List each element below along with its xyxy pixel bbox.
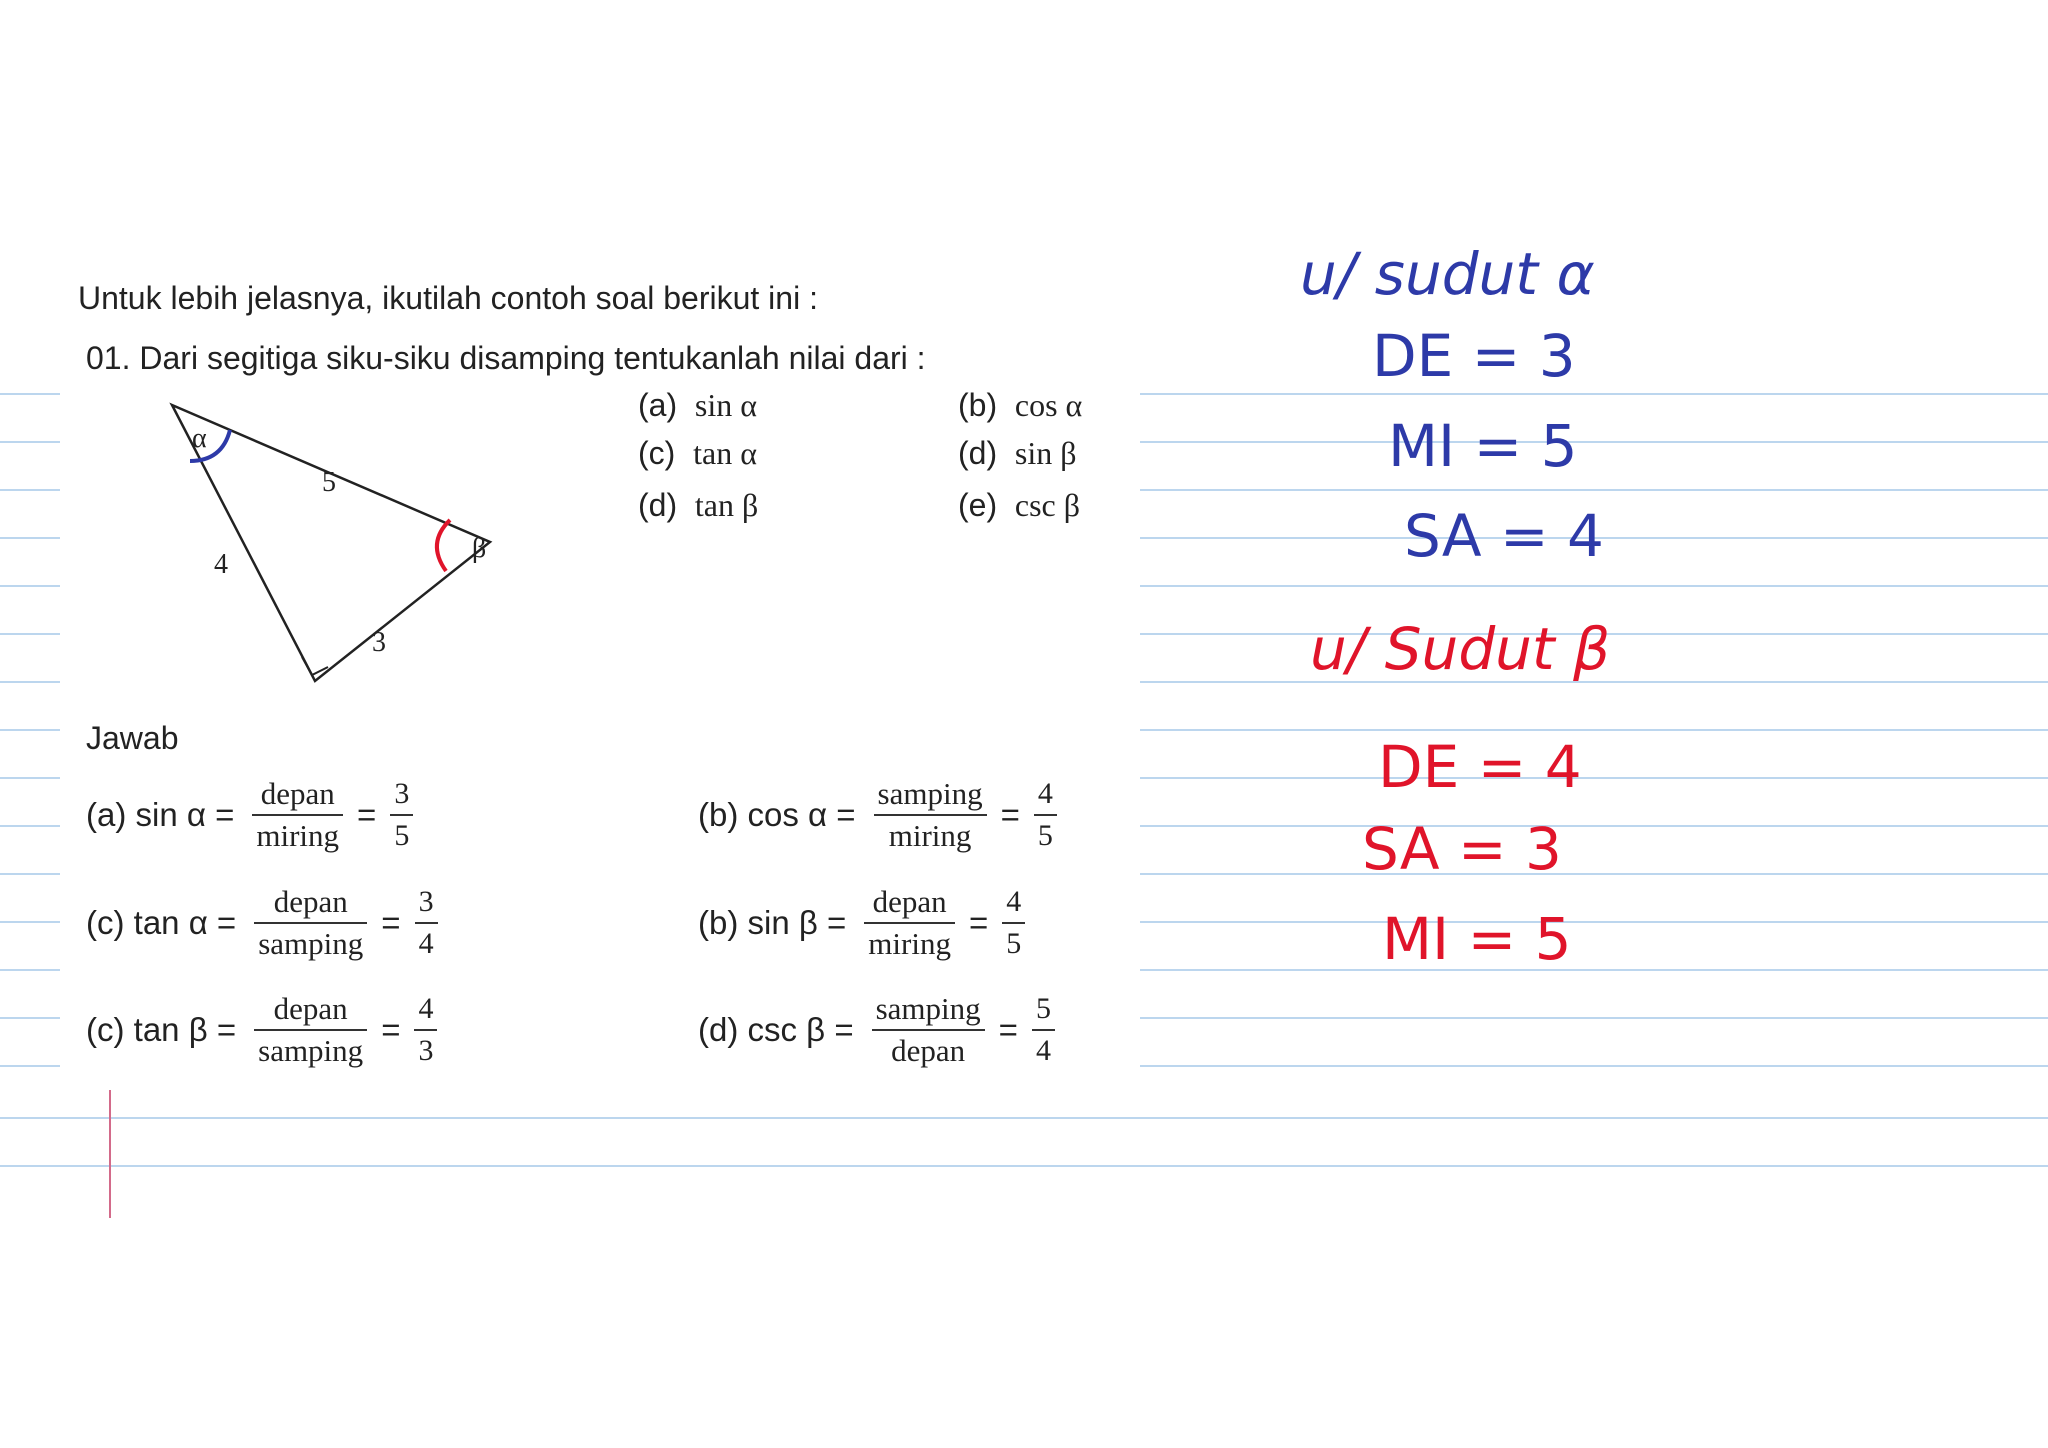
intro-text: Untuk lebih jelasnya, ikutilah contoh soal berikut ini : [78,280,818,316]
rule-line [0,1165,2048,1167]
triangle-diagram [150,395,530,695]
beta-note-title: u/ Sudut β [1310,615,1611,683]
answer-row: (c) tan α = $\frac{\text{depan}}{\text{samping}}$ = $\frac{3}{4}$ [86,873,446,973]
margin-line [109,1090,111,1218]
pasted-document [60,225,1140,1080]
side-left-label: 4 [214,549,228,580]
angle-beta-label: β [472,533,487,564]
question-text: 01. Dari segitiga siku-siku disamping tentukanlah nilai dari : [86,340,926,376]
option-item: (d) sin β [958,435,1077,471]
angle-alpha-label: α [192,423,207,454]
beta-note-line: DE = 4 [1378,733,1582,801]
side-bottom-label: 3 [372,627,386,658]
option-item: (c) tan α [638,435,757,471]
alpha-note-title: u/ sudut α [1300,240,1595,308]
rule-line [0,1117,2048,1119]
answer-row: (c) tan β = $\frac{\text{depan}}{\text{samping}}$ = $\frac{4}{3}$ [86,980,445,1080]
answer-row: (b) sin β = $\frac{\text{depan}}{\text{miring}}$ = $\frac{4}{5}$ [698,873,1033,973]
option-item: (e) csc β [958,487,1081,523]
beta-note-line: SA = 3 [1362,815,1562,883]
alpha-note-line: DE = 3 [1372,322,1576,390]
option-item: (b) cos α [958,387,1083,423]
alpha-note-line: MI = 5 [1388,412,1578,480]
jawab-heading: Jawab [86,720,179,756]
beta-note-line: MI = 5 [1382,905,1572,973]
option-item: (d) tan β [638,487,759,523]
triangle-shape [172,405,490,681]
answer-row: (a) sin α = $\frac{\text{depan}}{\text{miring}}$ = $\frac{3}{5}$ [86,765,421,865]
option-item: (a) sin α [638,387,757,423]
answer-row: (b) cos α = $\frac{\text{samping}}{\text{miring}}$ = $\frac{4}{5}$ [698,765,1065,865]
answer-row: (d) csc β = $\frac{\text{samping}}{\text{depan}}$ = $\frac{5}{4}$ [698,980,1063,1080]
beta-arc [437,520,450,571]
side-hyp-label: 5 [322,467,336,498]
alpha-note-line: SA = 4 [1404,502,1604,570]
